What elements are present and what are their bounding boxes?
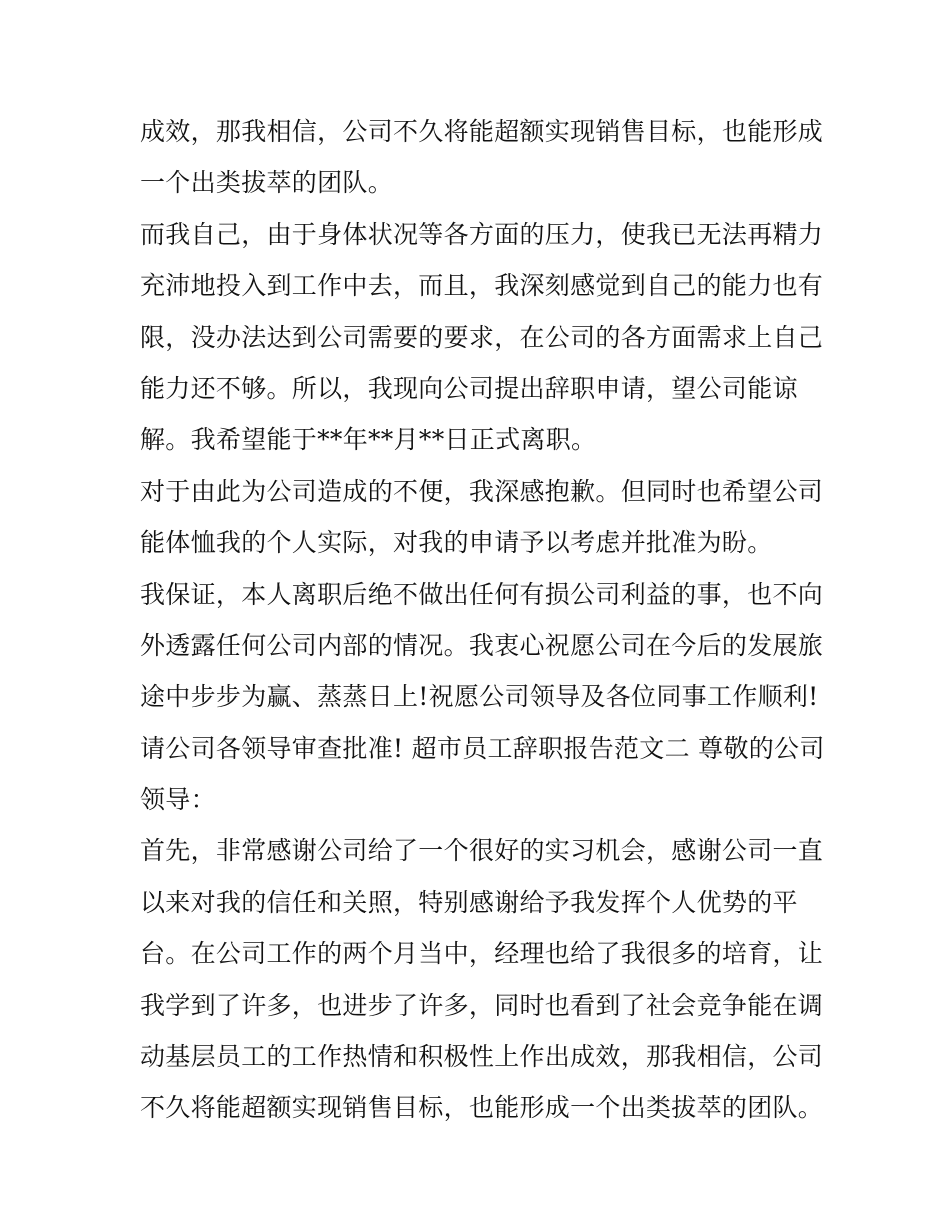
document-body <box>140 106 825 1134</box>
text-line: 不久将能超额实现销售目标，也能形成一个出类拔萃的团队。 <box>140 1093 824 1123</box>
text-line: 途中步步为赢、蒸蒸日上!祝愿公司领导及各位同事工作顺利! <box>140 682 819 712</box>
text-line: 动基层员工的工作热情和积极性上作出成效，那我相信，公司 <box>140 1042 824 1072</box>
text-line: 对于由此为公司造成的不便，我深感抱歉。但同时也希望公司 <box>140 476 824 506</box>
text-line: 能力还不够。所以，我现向公司提出辞职申请，望公司能谅 <box>140 373 798 403</box>
text-line: 我保证，本人离职后绝不做出任何有损公司利益的事，也不向 <box>140 579 824 609</box>
text-line: 一个出类拔萃的团队。 <box>140 168 394 198</box>
text-line: 外透露任何公司内部的情况。我衷心祝愿公司在今后的发展旅 <box>140 630 824 660</box>
text-line: 以来对我的信任和关照，特别感谢给予我发挥个人优势的平 <box>140 887 798 917</box>
text-line: 而我自己，由于身体状况等各方面的压力，使我已无法再精力 <box>140 219 824 249</box>
text-line: 台。在公司工作的两个月当中，经理也给了我很多的培育，让 <box>140 939 824 969</box>
text-line: 我学到了许多，也进步了许多，同时也看到了社会竞争能在调 <box>140 990 824 1020</box>
text-line: 请公司各领导审查批准! 超市员工辞职报告范文二 尊敬的公司 <box>140 733 825 763</box>
text-line: 领导： <box>140 785 216 815</box>
text-line: 充沛地投入到工作中去，而且，我深刻感觉到自己的能力也有 <box>140 271 824 301</box>
text-line: 能体恤我的个人实际，对我的申请予以考虑并批准为盼。 <box>140 528 773 558</box>
text-line: 首先，非常感谢公司给了一个很好的实习机会，感谢公司一直 <box>140 836 824 866</box>
text-line: 成效，那我相信，公司不久将能超额实现销售目标，也能形成 <box>140 117 824 146</box>
text-line: 限，没办法达到公司需要的要求，在公司的各方面需求上自己 <box>140 322 824 352</box>
text-line: 解。我希望能于**年**月**日正式离职。 <box>140 425 597 455</box>
